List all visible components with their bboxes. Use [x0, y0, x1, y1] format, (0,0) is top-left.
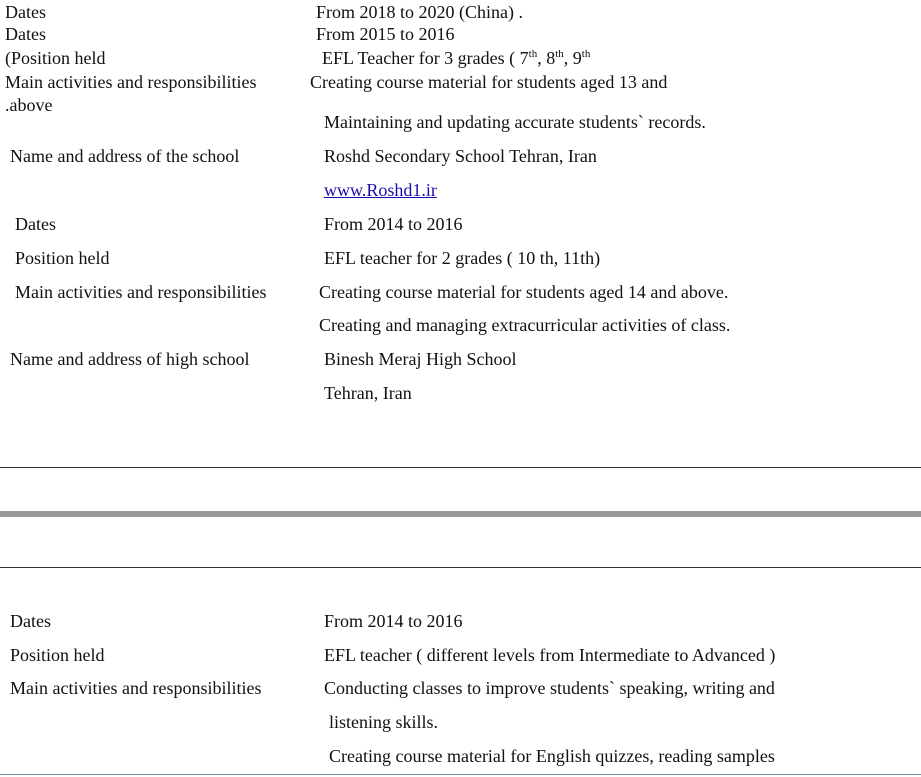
page-break-bar: [0, 511, 921, 517]
position-value: EFL Teacher for 3 grades ( 7th, 8th, 9th: [322, 48, 591, 68]
school-value: Roshd Secondary School Tehran, Iran: [324, 146, 597, 166]
position-value: EFL teacher ( different levels from Intermediate to Advanced ): [324, 645, 776, 665]
dates-value: From 2014 to 2016: [324, 611, 463, 631]
dates-label: Dates: [5, 2, 46, 22]
activities-value: Conducting classes to improve students` speaking, writing and: [324, 678, 775, 698]
school-location: Tehran, Iran: [324, 383, 412, 403]
page-bottom-rule: [0, 774, 921, 775]
school-website-link-text[interactable]: www.Roshd1.ir: [324, 180, 437, 200]
activities-value: listening skills.: [329, 712, 439, 732]
dates-value: From 2018 to 2020 (China) .: [316, 2, 523, 22]
school-label: Name and address of high school: [10, 349, 250, 369]
activities-label-continued: .above: [5, 95, 53, 115]
activities-value: Creating course material for English quizzes, reading samples: [329, 746, 775, 766]
activities-value: Maintaining and updating accurate students` records.: [324, 112, 706, 132]
dates-value: From 2015 to 2016: [316, 24, 455, 44]
dates-label: Dates: [15, 214, 56, 234]
dates-label: Dates: [5, 24, 46, 44]
activities-value: Creating and managing extracurricular activities of class.: [319, 315, 731, 335]
activities-label: Main activities and responsibilities: [5, 72, 257, 92]
dates-label: Dates: [10, 611, 51, 631]
school-website-link[interactable]: [324, 179, 437, 201]
dates-value: From 2014 to 2016: [324, 214, 463, 234]
position-value: EFL teacher for 2 grades ( 10 th, 11th): [324, 248, 601, 268]
activities-label: Main activities and responsibilities: [10, 678, 262, 698]
school-label: Name and address of the school: [10, 146, 240, 166]
section-divider: [0, 567, 921, 568]
activities-label: Main activities and responsibilities: [15, 282, 267, 302]
activities-value: Creating course material for students aged 13 and: [310, 72, 668, 92]
section-divider: [0, 467, 921, 468]
position-label: (Position held: [5, 48, 106, 68]
school-value: Binesh Meraj High School: [324, 349, 517, 369]
activities-value: Creating course material for students aged 14 and above.: [319, 282, 729, 302]
position-label: Position held: [15, 248, 110, 268]
position-label: Position held: [10, 645, 105, 665]
